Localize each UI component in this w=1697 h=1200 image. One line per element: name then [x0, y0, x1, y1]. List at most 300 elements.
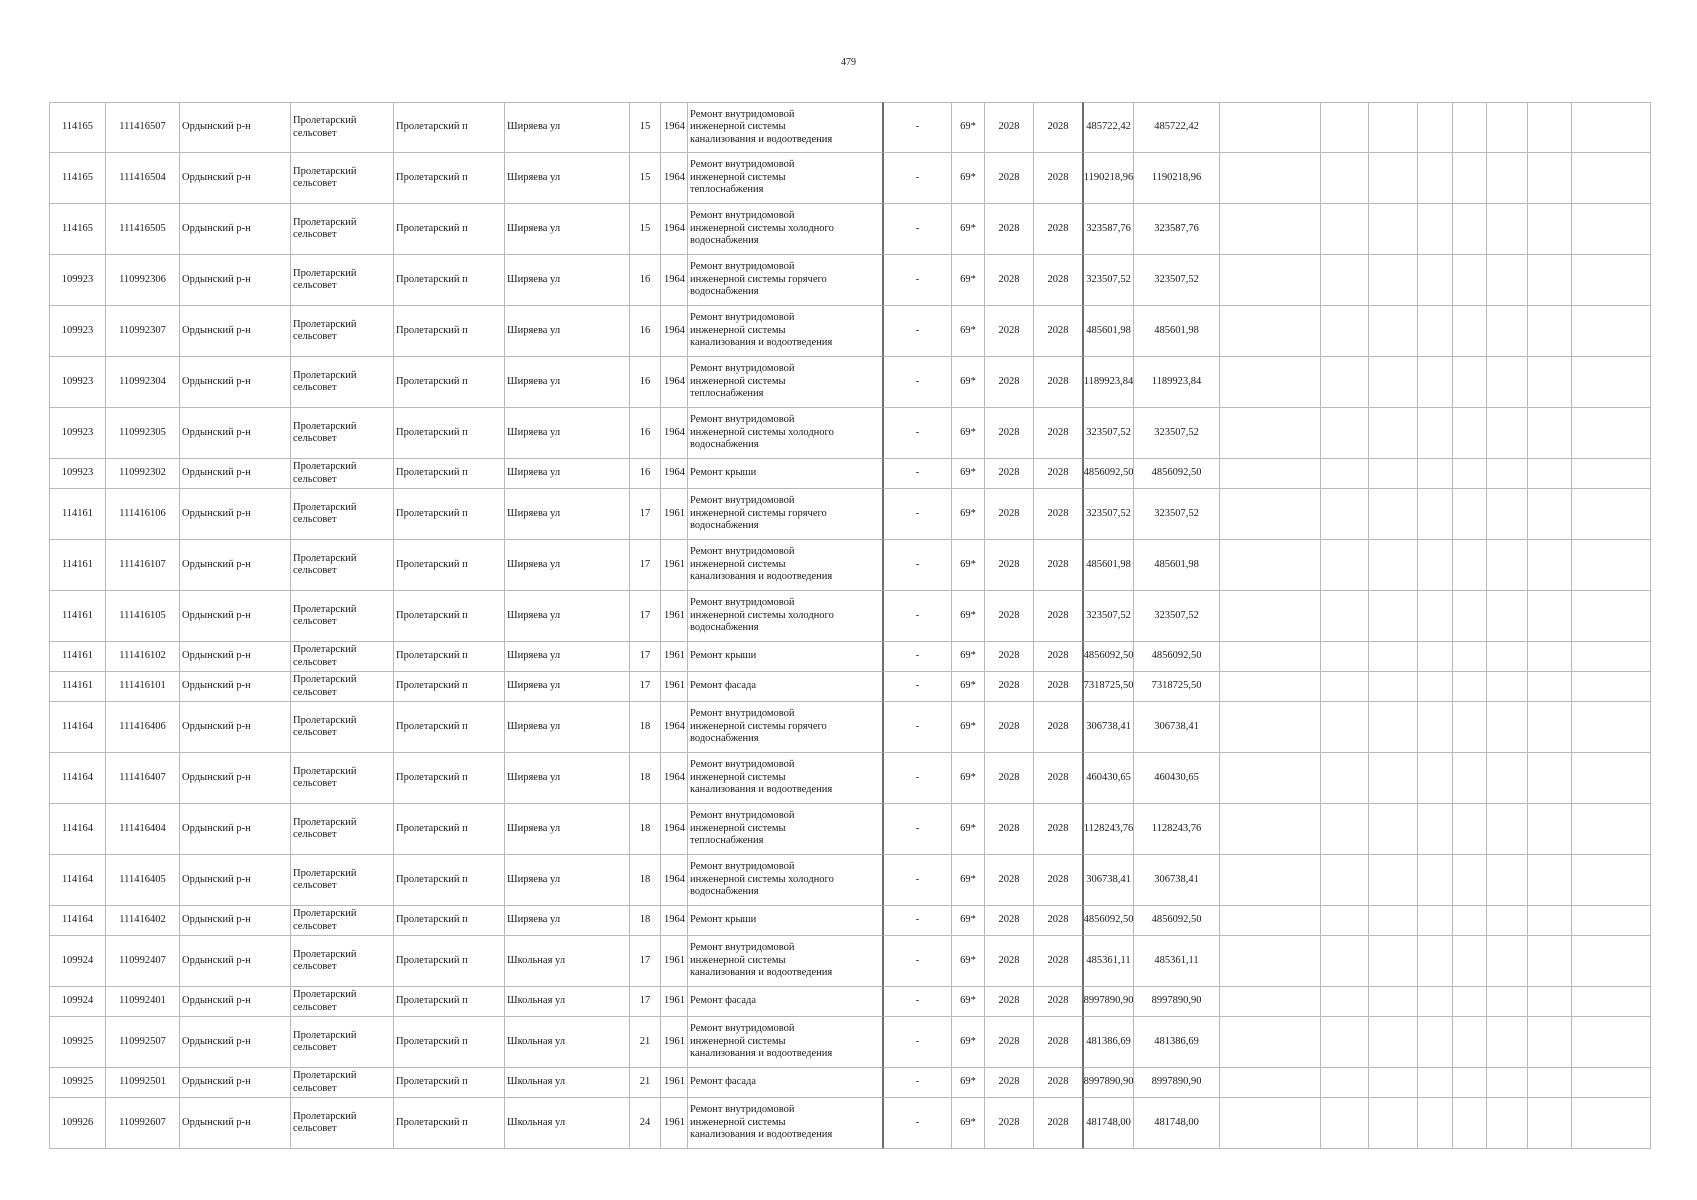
- empty-cell: [1486, 1068, 1527, 1098]
- empty-cell: [1320, 702, 1368, 753]
- cost-total-cell: [1082, 489, 1133, 540]
- cost-fund-text: 1189923,84: [1151, 375, 1202, 387]
- empty-cell: [1486, 642, 1527, 672]
- build-year-cell: [660, 642, 687, 672]
- cost-total-text: 8997890,90: [1083, 1076, 1133, 1088]
- dash-cell-text: -: [915, 1035, 920, 1047]
- empty-cell: [1571, 1017, 1651, 1068]
- house-number-cell: [629, 987, 660, 1017]
- percentage-cell: [951, 987, 984, 1017]
- district-text: Ордынский р-н: [182, 954, 251, 966]
- district-cell: [179, 855, 290, 906]
- plan-year-end-text: 2028: [1047, 873, 1069, 885]
- settlement-cell: [393, 489, 504, 540]
- district-text: Ордынский р-н: [182, 650, 251, 662]
- work-type-cell: [687, 459, 882, 489]
- percentage-text: 69*: [960, 873, 976, 885]
- cost-fund-text: 4856092,50: [1151, 914, 1202, 926]
- build-year-cell: [660, 987, 687, 1017]
- cost-fund-cell: [1133, 642, 1219, 672]
- cost-fund-text: 323507,52: [1154, 507, 1199, 519]
- percentage-cell: [951, 153, 984, 204]
- table-row: [49, 804, 1651, 855]
- work-type-cell: [687, 804, 882, 855]
- street-cell: [504, 753, 629, 804]
- record-id-text: 114161: [61, 650, 94, 662]
- page-number: 479: [841, 57, 856, 68]
- empty-cell: [1452, 204, 1486, 255]
- object-code-text: 111416407: [119, 771, 166, 783]
- plan-year-end-cell: [1033, 357, 1082, 408]
- record-id-text: 114164: [61, 822, 94, 834]
- empty-cell: [1320, 1098, 1368, 1149]
- object-code-cell: [105, 906, 179, 936]
- plan-year-start-text: 2028: [998, 650, 1020, 662]
- empty-cell: [1320, 987, 1368, 1017]
- street-cell: [504, 489, 629, 540]
- house-number-text: 17: [639, 558, 651, 570]
- cost-fund-text: 1190218,96: [1151, 171, 1202, 183]
- settlement-cell: [393, 153, 504, 204]
- work-type-text: Ремонт внутридомовой инженерной системы канализования и водоотведения: [690, 546, 833, 583]
- dash-cell-cell: [882, 936, 951, 987]
- build-year-text: 1961: [664, 680, 685, 692]
- municipality-text: Пролетарский сельсовет: [293, 501, 357, 525]
- plan-year-start-text: 2028: [998, 375, 1020, 387]
- settlement-text: Пролетарский п: [396, 609, 468, 621]
- empty-cell: [1417, 987, 1452, 1017]
- record-id-cell: [49, 489, 105, 540]
- record-id-text: 109925: [61, 1076, 94, 1088]
- build-year-cell: [660, 204, 687, 255]
- dash-cell-cell: [882, 357, 951, 408]
- street-cell: [504, 702, 629, 753]
- municipality-text: Пролетарский сельсовет: [293, 765, 357, 789]
- percentage-text: 69*: [960, 121, 976, 133]
- municipality-cell: [290, 306, 393, 357]
- work-type-text: Ремонт внутридомовой инженерной системы теплоснабжения: [690, 810, 795, 847]
- municipality-cell: [290, 1068, 393, 1098]
- object-code-cell: [105, 102, 179, 153]
- cost-total-cell: [1082, 936, 1133, 987]
- build-year-text: 1964: [664, 467, 685, 479]
- empty-cell: [1452, 987, 1486, 1017]
- empty-cell: [1571, 204, 1651, 255]
- empty-cell: [1527, 408, 1571, 459]
- empty-cell: [1571, 753, 1651, 804]
- cost-total-text: 485722,42: [1086, 121, 1131, 133]
- settlement-text: Пролетарский п: [396, 121, 468, 133]
- municipality-cell: [290, 255, 393, 306]
- percentage-text: 69*: [960, 995, 976, 1007]
- empty-cell: [1571, 906, 1651, 936]
- empty-cell: [1320, 906, 1368, 936]
- empty-cell: [1320, 204, 1368, 255]
- street-cell: [504, 642, 629, 672]
- plan-year-start-text: 2028: [998, 558, 1020, 570]
- work-type-cell: [687, 408, 882, 459]
- empty-cell: [1368, 702, 1417, 753]
- municipality-cell: [290, 906, 393, 936]
- district-text: Ордынский р-н: [182, 680, 251, 692]
- work-type-cell: [687, 672, 882, 702]
- object-code-text: 111416404: [119, 822, 166, 834]
- work-type-text: Ремонт внутридомовой инженерной системы горячего водоснабжения: [690, 261, 827, 298]
- object-code-text: 110992507: [119, 1035, 166, 1047]
- settlement-text: Пролетарский п: [396, 680, 468, 692]
- municipality-text: Пролетарский сельсовет: [293, 867, 357, 891]
- object-code-cell: [105, 1017, 179, 1068]
- cost-fund-cell: [1133, 1098, 1219, 1149]
- work-type-cell: [687, 1098, 882, 1149]
- house-number-text: 18: [639, 914, 651, 926]
- object-code-text: 111416402: [119, 914, 166, 926]
- cost-fund-cell: [1133, 306, 1219, 357]
- plan-year-end-text: 2028: [1047, 467, 1069, 479]
- house-number-text: 17: [639, 954, 651, 966]
- empty-cell: [1452, 540, 1486, 591]
- cost-fund-cell: [1133, 591, 1219, 642]
- plan-year-end-cell: [1033, 153, 1082, 204]
- work-type-cell: [687, 306, 882, 357]
- empty-cell: [1219, 936, 1320, 987]
- street-cell: [504, 855, 629, 906]
- object-code-text: 111416507: [119, 121, 166, 133]
- municipality-cell: [290, 855, 393, 906]
- plan-year-start-cell: [984, 153, 1033, 204]
- street-cell: [504, 936, 629, 987]
- municipality-text: Пролетарский сельсовет: [293, 1110, 357, 1134]
- percentage-cell: [951, 1017, 984, 1068]
- plan-year-end-text: 2028: [1047, 650, 1069, 662]
- house-number-text: 15: [639, 171, 651, 183]
- settlement-text: Пролетарский п: [396, 650, 468, 662]
- cost-total-text: 4856092,50: [1083, 914, 1133, 926]
- plan-year-start-cell: [984, 306, 1033, 357]
- percentage-text: 69*: [960, 507, 976, 519]
- cost-total-cell: [1082, 702, 1133, 753]
- record-id-cell: [49, 459, 105, 489]
- table-row: [49, 1098, 1651, 1149]
- district-text: Ордынский р-н: [182, 720, 251, 732]
- build-year-cell: [660, 855, 687, 906]
- street-text: Ширяева ул: [507, 324, 561, 336]
- plan-year-start-text: 2028: [998, 954, 1020, 966]
- build-year-cell: [660, 489, 687, 540]
- cost-total-cell: [1082, 906, 1133, 936]
- plan-year-start-text: 2028: [998, 873, 1020, 885]
- municipality-cell: [290, 153, 393, 204]
- empty-cell: [1320, 102, 1368, 153]
- percentage-text: 69*: [960, 650, 976, 662]
- empty-cell: [1452, 102, 1486, 153]
- dash-cell-text: -: [915, 324, 920, 336]
- work-type-cell: [687, 591, 882, 642]
- percentage-cell: [951, 804, 984, 855]
- work-type-cell: [687, 1017, 882, 1068]
- plan-year-start-cell: [984, 204, 1033, 255]
- empty-cell: [1527, 702, 1571, 753]
- district-cell: [179, 1068, 290, 1098]
- percentage-cell: [951, 1098, 984, 1149]
- plan-year-start-cell: [984, 855, 1033, 906]
- cost-fund-cell: [1133, 102, 1219, 153]
- record-id-text: 109924: [61, 995, 94, 1007]
- municipality-text: Пролетарский сельсовет: [293, 989, 357, 1013]
- settlement-cell: [393, 753, 504, 804]
- empty-cell: [1417, 357, 1452, 408]
- plan-year-end-cell: [1033, 1017, 1082, 1068]
- street-text: Ширяева ул: [507, 375, 561, 387]
- house-number-cell: [629, 1068, 660, 1098]
- plan-year-end-text: 2028: [1047, 720, 1069, 732]
- dash-cell-text: -: [915, 507, 920, 519]
- dash-cell-text: -: [915, 680, 920, 692]
- dash-cell-cell: [882, 408, 951, 459]
- plan-year-end-cell: [1033, 753, 1082, 804]
- district-text: Ордынский р-н: [182, 121, 251, 133]
- empty-cell: [1571, 408, 1651, 459]
- empty-cell: [1417, 936, 1452, 987]
- plan-year-end-cell: [1033, 672, 1082, 702]
- build-year-cell: [660, 408, 687, 459]
- empty-cell: [1527, 1017, 1571, 1068]
- house-number-cell: [629, 906, 660, 936]
- empty-cell: [1486, 591, 1527, 642]
- empty-cell: [1417, 642, 1452, 672]
- empty-cell: [1527, 255, 1571, 306]
- percentage-text: 69*: [960, 680, 976, 692]
- record-id-cell: [49, 591, 105, 642]
- empty-cell: [1571, 1098, 1651, 1149]
- empty-cell: [1452, 753, 1486, 804]
- district-cell: [179, 1098, 290, 1149]
- settlement-text: Пролетарский п: [396, 222, 468, 234]
- cost-fund-text: 306738,41: [1154, 720, 1199, 732]
- plan-year-end-text: 2028: [1047, 558, 1069, 570]
- table-row: [49, 459, 1651, 489]
- cost-total-cell: [1082, 255, 1133, 306]
- empty-cell: [1219, 591, 1320, 642]
- cost-fund-cell: [1133, 702, 1219, 753]
- object-code-cell: [105, 255, 179, 306]
- empty-cell: [1417, 459, 1452, 489]
- percentage-cell: [951, 1068, 984, 1098]
- plan-year-end-cell: [1033, 591, 1082, 642]
- district-cell: [179, 642, 290, 672]
- record-id-text: 109923: [61, 426, 94, 438]
- cost-total-cell: [1082, 1098, 1133, 1149]
- house-number-text: 18: [639, 822, 651, 834]
- house-number-cell: [629, 459, 660, 489]
- settlement-cell: [393, 408, 504, 459]
- record-id-cell: [49, 204, 105, 255]
- build-year-cell: [660, 306, 687, 357]
- cost-fund-cell: [1133, 672, 1219, 702]
- object-code-cell: [105, 702, 179, 753]
- plan-year-start-cell: [984, 702, 1033, 753]
- cost-total-text: 4856092,50: [1083, 650, 1133, 662]
- cost-fund-cell: [1133, 540, 1219, 591]
- empty-cell: [1571, 306, 1651, 357]
- build-year-text: 1964: [664, 222, 685, 234]
- table-row: [49, 540, 1651, 591]
- district-text: Ордынский р-н: [182, 467, 251, 479]
- build-year-cell: [660, 255, 687, 306]
- cost-fund-cell: [1133, 753, 1219, 804]
- object-code-text: 110992307: [119, 324, 166, 336]
- cost-total-text: 481748,00: [1086, 1116, 1131, 1128]
- dash-cell-cell: [882, 1068, 951, 1098]
- empty-cell: [1368, 855, 1417, 906]
- record-id-text: 109923: [61, 273, 94, 285]
- cost-total-text: 460430,65: [1086, 771, 1131, 783]
- house-number-text: 18: [639, 771, 651, 783]
- cost-total-text: 4856092,50: [1083, 467, 1133, 479]
- empty-cell: [1486, 1098, 1527, 1149]
- municipality-cell: [290, 936, 393, 987]
- plan-year-end-text: 2028: [1047, 1076, 1069, 1088]
- empty-cell: [1417, 753, 1452, 804]
- build-year-text: 1964: [664, 324, 685, 336]
- settlement-cell: [393, 906, 504, 936]
- dash-cell-cell: [882, 987, 951, 1017]
- empty-cell: [1486, 1017, 1527, 1068]
- empty-cell: [1368, 1068, 1417, 1098]
- empty-cell: [1219, 540, 1320, 591]
- empty-cell: [1417, 408, 1452, 459]
- work-type-text: Ремонт крыши: [690, 650, 757, 662]
- cost-fund-cell: [1133, 255, 1219, 306]
- empty-cell: [1417, 591, 1452, 642]
- house-number-cell: [629, 540, 660, 591]
- object-code-cell: [105, 306, 179, 357]
- empty-cell: [1527, 672, 1571, 702]
- plan-year-start-cell: [984, 540, 1033, 591]
- street-cell: [504, 591, 629, 642]
- municipality-cell: [290, 591, 393, 642]
- district-text: Ордынский р-н: [182, 375, 251, 387]
- dash-cell-cell: [882, 489, 951, 540]
- empty-cell: [1527, 153, 1571, 204]
- house-number-text: 24: [639, 1116, 651, 1128]
- settlement-cell: [393, 204, 504, 255]
- object-code-cell: [105, 642, 179, 672]
- object-code-cell: [105, 591, 179, 642]
- work-type-cell: [687, 153, 882, 204]
- empty-cell: [1452, 408, 1486, 459]
- build-year-cell: [660, 804, 687, 855]
- plan-year-end-cell: [1033, 936, 1082, 987]
- record-id-text: 109926: [61, 1116, 94, 1128]
- empty-cell: [1417, 1068, 1452, 1098]
- house-number-text: 17: [639, 995, 651, 1007]
- empty-cell: [1368, 672, 1417, 702]
- house-number-cell: [629, 204, 660, 255]
- object-code-cell: [105, 753, 179, 804]
- cost-total-cell: [1082, 408, 1133, 459]
- plan-year-start-text: 2028: [998, 1076, 1020, 1088]
- build-year-text: 1961: [664, 1035, 685, 1047]
- plan-year-end-cell: [1033, 306, 1082, 357]
- record-id-text: 109924: [61, 954, 94, 966]
- percentage-cell: [951, 642, 984, 672]
- cost-total-text: 323587,76: [1086, 222, 1131, 234]
- empty-cell: [1486, 936, 1527, 987]
- municipality-text: Пролетарский сельсовет: [293, 603, 357, 627]
- work-type-text: Ремонт крыши: [690, 914, 757, 926]
- build-year-text: 1964: [664, 771, 685, 783]
- plan-year-end-cell: [1033, 642, 1082, 672]
- work-type-cell: [687, 855, 882, 906]
- empty-cell: [1320, 1017, 1368, 1068]
- cost-fund-text: 323587,76: [1154, 222, 1199, 234]
- build-year-cell: [660, 357, 687, 408]
- plan-year-start-cell: [984, 102, 1033, 153]
- settlement-text: Пролетарский п: [396, 273, 468, 285]
- municipality-cell: [290, 459, 393, 489]
- municipality-cell: [290, 672, 393, 702]
- work-type-text: Ремонт фасада: [690, 995, 757, 1007]
- plan-year-end-text: 2028: [1047, 375, 1069, 387]
- empty-cell: [1417, 804, 1452, 855]
- work-type-cell: [687, 642, 882, 672]
- object-code-text: 110992407: [119, 954, 166, 966]
- empty-cell: [1219, 255, 1320, 306]
- district-cell: [179, 255, 290, 306]
- empty-cell: [1320, 255, 1368, 306]
- plan-year-end-text: 2028: [1047, 273, 1069, 285]
- house-number-cell: [629, 753, 660, 804]
- record-id-cell: [49, 936, 105, 987]
- empty-cell: [1571, 153, 1651, 204]
- district-text: Ордынский р-н: [182, 995, 251, 1007]
- municipality-text: Пролетарский сельсовет: [293, 816, 357, 840]
- record-id-text: 114164: [61, 720, 94, 732]
- settlement-text: Пролетарский п: [396, 324, 468, 336]
- object-code-text: 111416406: [119, 720, 166, 732]
- empty-cell: [1368, 642, 1417, 672]
- percentage-cell: [951, 702, 984, 753]
- district-cell: [179, 1017, 290, 1068]
- empty-cell: [1368, 540, 1417, 591]
- settlement-text: Пролетарский п: [396, 822, 468, 834]
- settlement-text: Пролетарский п: [396, 1035, 468, 1047]
- cost-fund-text: 1128243,76: [1151, 822, 1202, 834]
- cost-fund-text: 4856092,50: [1151, 467, 1202, 479]
- cost-total-text: 1190218,96: [1083, 171, 1133, 183]
- empty-cell: [1452, 255, 1486, 306]
- percentage-cell: [951, 408, 984, 459]
- district-cell: [179, 306, 290, 357]
- record-id-cell: [49, 642, 105, 672]
- percentage-text: 69*: [960, 171, 976, 183]
- empty-cell: [1486, 153, 1527, 204]
- work-type-text: Ремонт внутридомовой инженерной системы холодного водоснабжения: [690, 597, 834, 634]
- dash-cell-cell: [882, 306, 951, 357]
- empty-cell: [1417, 702, 1452, 753]
- plan-year-end-text: 2028: [1047, 995, 1069, 1007]
- empty-cell: [1571, 936, 1651, 987]
- empty-cell: [1320, 489, 1368, 540]
- empty-cell: [1571, 702, 1651, 753]
- empty-cell: [1368, 255, 1417, 306]
- municipality-text: Пролетарский сельсовет: [293, 216, 357, 240]
- district-cell: [179, 153, 290, 204]
- street-cell: [504, 153, 629, 204]
- empty-cell: [1527, 804, 1571, 855]
- settlement-cell: [393, 1017, 504, 1068]
